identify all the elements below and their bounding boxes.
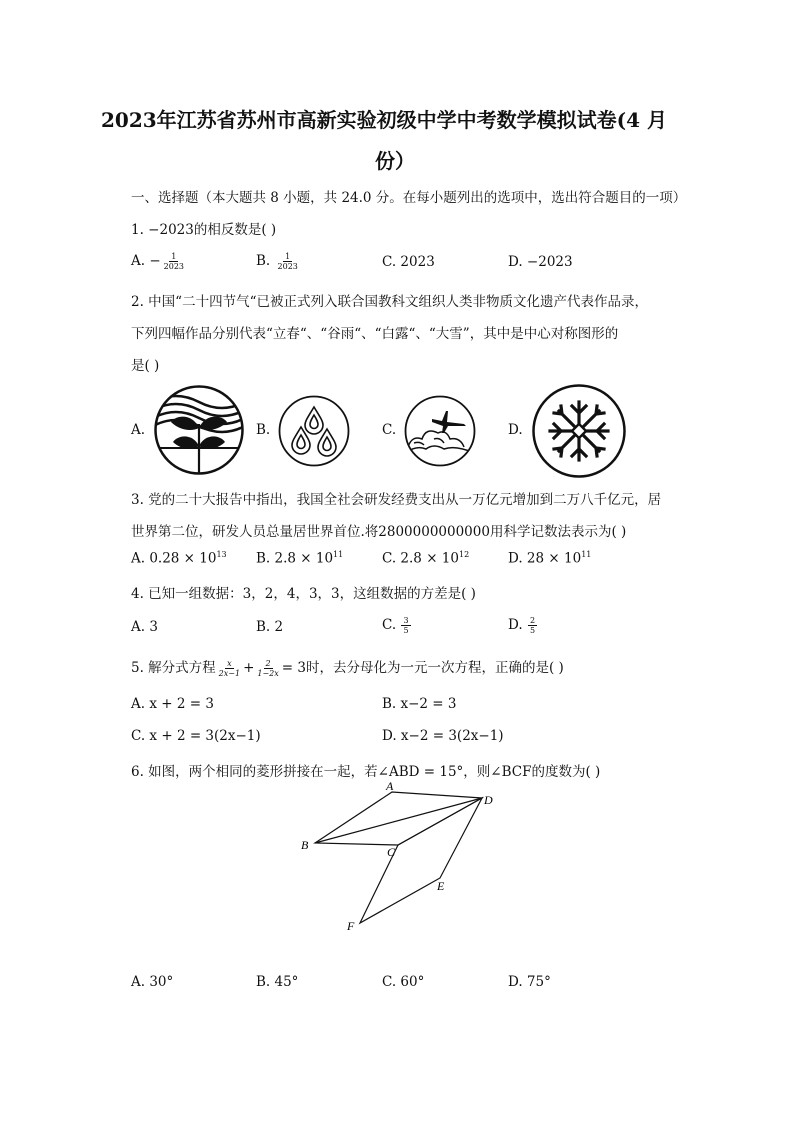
point-label-c: C — [387, 845, 396, 859]
point-label-f: F — [347, 919, 355, 933]
q5-stem: 5. 解分式方程 $\frac{x}{2x-1}$ + $\frac{2}{1-2x}$ = 3时，去分母化为一元一次方程，正确的是( ) — [131, 659, 564, 678]
q6-option-b: B. 45° — [256, 974, 299, 990]
q5-option-a: A. x + 2 = 3 — [131, 696, 214, 712]
q3-option-c: C. $2.8 \times 10^{12}$ — [382, 550, 470, 567]
q2-line3: 是( ) — [131, 358, 160, 374]
point-label-e: E — [437, 879, 445, 893]
page-title-continued: 份） — [375, 149, 415, 173]
rhombus-figure — [290, 780, 510, 940]
q4-option-c: C. $\frac{3}{5}$ — [382, 616, 409, 635]
q6-option-d: D. 75° — [508, 974, 551, 990]
q4-stem: 4. 已知一组数据：3，2，4，3，3，这组数据的方差是( ) — [131, 586, 476, 602]
bailu-emblem-icon — [404, 395, 476, 467]
q4-option-a: A. 3 — [131, 619, 158, 635]
q2-option-c-label: C. — [382, 422, 397, 438]
page-title: 2023年江苏省苏州市高新实验初级中学中考数学模拟试卷(4 月 — [101, 108, 668, 132]
diagonal-bd — [315, 798, 482, 843]
q3-option-d: D. $28 \times 10^{11}$ — [508, 550, 592, 567]
daxue-emblem-icon — [532, 384, 626, 478]
q3-line1: 3. 党的二十大报告中指出，我国全社会研发经费支出从一万亿元增加到二万八千亿元，居 — [131, 492, 662, 508]
q4-option-b: B. 2 — [256, 619, 284, 635]
q1-option-a: A. − $\frac{1}{2023}$ — [131, 252, 185, 271]
q3-option-a: A. $0.28 \times 10^{13}$ — [131, 550, 227, 567]
point-label-a: A — [386, 779, 394, 793]
guyu-emblem-icon — [278, 395, 350, 467]
point-label-d: D — [484, 793, 493, 807]
q5-option-b: B. x−2 = 3 — [382, 696, 457, 712]
q1-stem: 1. −2023的相反数是( ) — [131, 222, 277, 238]
q1-option-c: C. 2023 — [382, 254, 435, 270]
q2-option-b-label: B. — [256, 422, 271, 438]
q5-option-d: D. x−2 = 3(2x−1) — [382, 728, 504, 744]
q5-option-c: C. x + 2 = 3(2x−1) — [131, 728, 261, 744]
q3-option-b: B. $2.8 \times 10^{11}$ — [256, 550, 344, 567]
q1-option-d: D. −2023 — [508, 254, 573, 270]
q4-option-d: D. $\frac{2}{5}$ — [508, 616, 536, 635]
q2-option-d-label: D. — [508, 422, 523, 438]
q2-line1: 2. 中国“二十四节气“已被正式列入联合国教科文组织人类非物质文化遗产代表作品录， — [131, 294, 648, 310]
q6-option-a: A. 30° — [131, 974, 174, 990]
q2-option-a-label: A. — [131, 422, 146, 438]
q1-option-b: B. $\frac{1}{2023}$ — [256, 252, 298, 271]
q6-stem: 6. 如图，两个相同的菱形拼接在一起，若∠ABD = 15°，则∠BCF的度数为( ) — [131, 764, 601, 780]
q2-line2: 下列四幅作品分别代表“立春“、“谷雨“、“白露“、“大雪”，其中是中心对称图形的 — [131, 326, 619, 342]
lichun-emblem-icon — [153, 384, 245, 476]
section-heading: 一、选择题（本大题共 8 小题，共 24.0 分。在每小题列出的选项中，选出符合题目的一项） — [131, 190, 687, 206]
q3-line2: 世界第二位，研发人员总量居世界首位.将2800000000000用科学记数法表示为( ) — [131, 524, 627, 540]
q6-option-c: C. 60° — [382, 974, 425, 990]
rhombus-dcfe — [360, 798, 482, 923]
rhombus-abcd — [315, 792, 482, 845]
point-label-b: B — [301, 838, 309, 852]
